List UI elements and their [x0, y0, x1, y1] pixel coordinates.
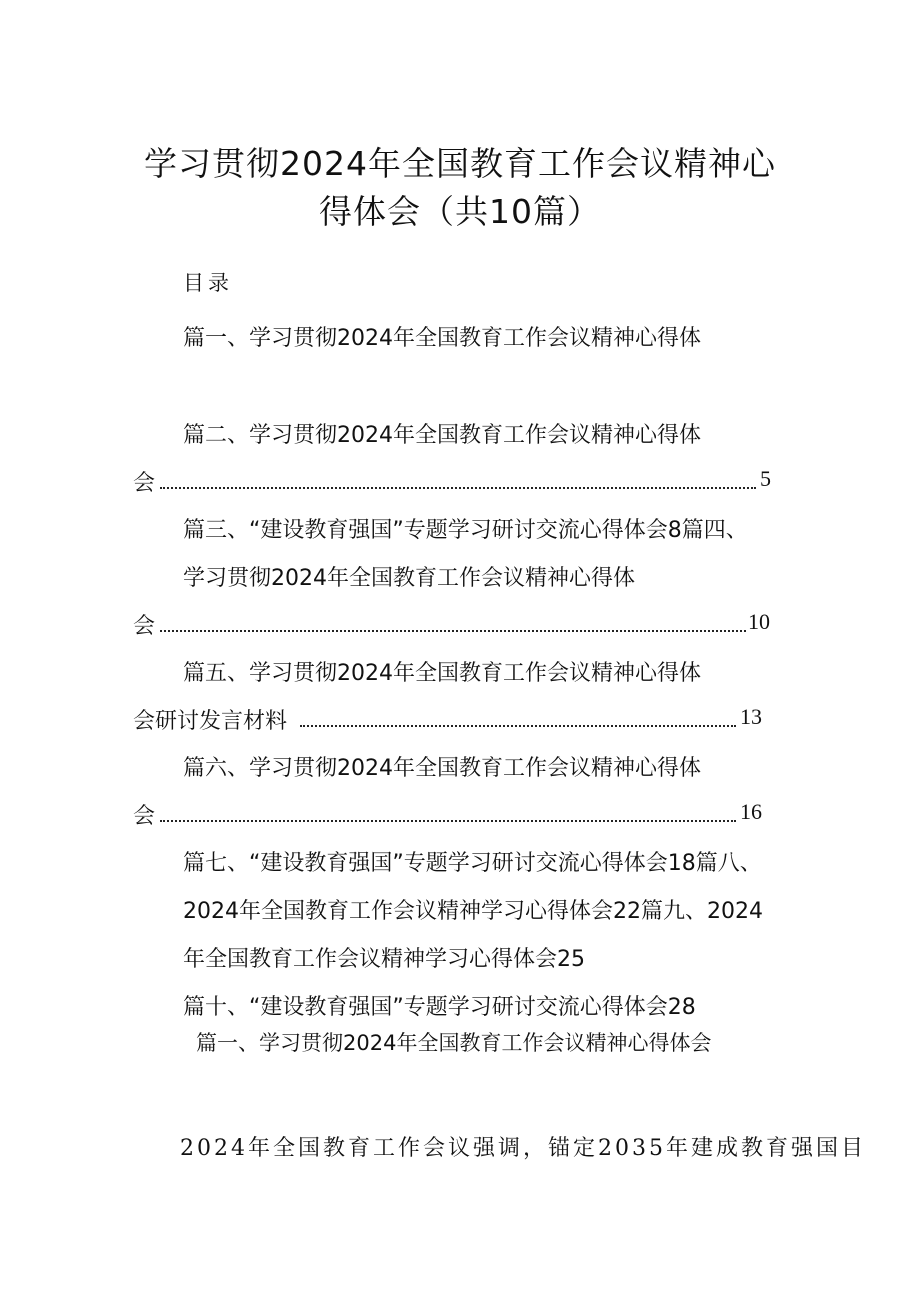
page-title-line-2: 得体会（共10篇）	[319, 192, 601, 231]
toc-entry-5-line-2: 会研讨发言材料	[133, 709, 288, 734]
toc-page-number: 5	[760, 466, 771, 491]
toc-entry-10: 篇十、“建设教育强国”专题学习研讨交流心得体会28	[183, 995, 696, 1020]
section-heading: 篇一、学习贯彻2024年全国教育工作会议精神心得体会	[196, 1031, 712, 1055]
page-title-line-1: 学习贯彻2024年全国教育工作会议精神心	[144, 144, 776, 183]
toc-leader-dots	[160, 820, 736, 822]
toc-entry-1: 篇一、学习贯彻2024年全国教育工作会议精神心得体	[183, 326, 701, 351]
toc-entry-2-line-2: 会	[133, 471, 156, 496]
toc-entry-8: 2024年全国教育工作会议精神学习心得体会22篇九、2024	[183, 899, 763, 924]
toc-heading: 目录	[183, 271, 233, 295]
toc-entry-4-line-1: 学习贯彻2024年全国教育工作会议精神心得体	[183, 566, 635, 591]
toc-page-number: 10	[748, 609, 770, 634]
toc-entry-2-line-1: 篇二、学习贯彻2024年全国教育工作会议精神心得体	[183, 423, 701, 448]
toc-leader-dots	[300, 725, 736, 727]
toc-entry-7: 篇七、“建设教育强国”专题学习研讨交流心得体会18篇八、	[183, 851, 762, 876]
toc-entry-5-line-1: 篇五、学习贯彻2024年全国教育工作会议精神心得体	[183, 661, 701, 686]
toc-entry-6-line-2: 会	[133, 804, 156, 829]
toc-leader-dots	[160, 630, 746, 632]
toc-page-number: 13	[740, 704, 762, 729]
body-paragraph: 2024年全国教育工作会议强调，锚定2035年建成教育强国目	[180, 1136, 866, 1161]
toc-entry-9: 年全国教育工作会议精神学习心得体会25	[183, 947, 585, 972]
toc-entry-6-line-1: 篇六、学习贯彻2024年全国教育工作会议精神心得体	[183, 756, 701, 781]
toc-entry-3: 篇三、“建设教育强国”专题学习研讨交流心得体会8篇四、	[183, 518, 748, 543]
toc-entry-4-line-2: 会	[133, 614, 156, 639]
toc-page-number: 16	[740, 799, 762, 824]
toc-leader-dots	[160, 487, 756, 489]
